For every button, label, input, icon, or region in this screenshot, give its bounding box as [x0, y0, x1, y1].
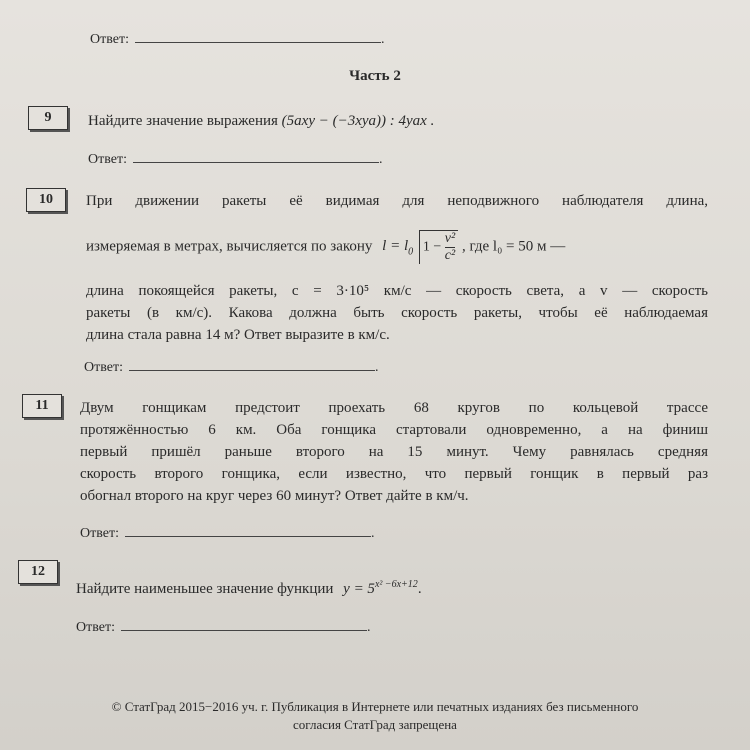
task-number-12: 12 [18, 560, 58, 584]
task-11-line: первый пришёл раньше второго на 15 минут. Чему равнялась средняя [80, 444, 708, 460]
answer-label: Ответ: [90, 32, 129, 47]
task-10-text [86, 190, 708, 212]
answer-line[interactable] [121, 618, 367, 631]
task-11-line: протяжённостью 6 км. Оба гонщика стартовали одновременно, а на финиш [80, 422, 708, 438]
answer-line[interactable] [135, 30, 381, 43]
formula-fraction [445, 231, 455, 264]
task-11-line: Двум гонщикам предстоит проехать 68 кругов по кольцевой трассе [80, 400, 708, 416]
task-9-prompt: Найдите значение выражения [88, 113, 278, 129]
formula-one-minus: 1 − [422, 239, 442, 255]
answer-line[interactable] [125, 524, 371, 537]
task-10-text-rest [86, 280, 708, 346]
task-number-9: 9 [28, 106, 68, 130]
answer-label: Ответ: [76, 620, 115, 635]
task-9-text [88, 110, 688, 132]
task-10-line-5: длина стала равна 14 м? Ответ выразите в км/с. [86, 327, 390, 343]
answer-line[interactable] [129, 358, 375, 371]
answer-row-10: Ответ: . [84, 360, 379, 375]
answer-row-8: Ответ: . [90, 32, 385, 47]
footer-line-1: © СтатГрад 2015−2016 уч. г. Публикация в Интернете или печатных изданиях без письменного [111, 699, 639, 714]
function-base: y = 5 [343, 581, 375, 597]
task-11-text [80, 397, 708, 507]
part-heading: Часть 2 [349, 68, 401, 84]
task-10-line-1: При движении ракеты её видимая для неподвижного наблюдателя длина, [86, 193, 708, 209]
answer-label: Ответ: [88, 152, 127, 167]
task-number-10: 10 [26, 188, 66, 212]
task-10-line-4: ракеты (в км/с). Какова должна быть скорость ракеты, чтобы её наблюдаемая [86, 305, 708, 321]
task-12-prompt: Найдите наименьшее значение функции [76, 581, 334, 597]
answer-line[interactable] [133, 150, 379, 163]
answer-label: Ответ: [84, 360, 123, 375]
sqrt-radical [419, 230, 458, 264]
task-10-line-3: длина покоящейся ракеты, c = 3·10⁵ км/с — скорость света, а v — скорость [86, 283, 708, 299]
answer-row-11: Ответ: . [80, 526, 375, 541]
answer-row-9: Ответ: . [88, 152, 383, 167]
footer-line-2: согласия СтатГрад запрещена [293, 717, 457, 732]
task-9-expression: (5axy − (−3xya)) : 4yax . [281, 113, 435, 129]
task-10-line-2-end: , где l₀ = 50 м — [461, 238, 566, 255]
answer-label: Ответ: [80, 526, 119, 541]
formula-denominator: c² [444, 248, 456, 263]
task-number-11: 11 [22, 394, 62, 418]
copyright-footer [0, 698, 750, 734]
formula-left: l = l [382, 238, 409, 255]
function-exponent: x² −6x+12 [374, 579, 418, 590]
formula-subscript: 0 [408, 246, 414, 258]
answer-row-12: Ответ: . [76, 620, 371, 635]
task-11-line: обогнал второго на круг через 60 минут? Ответ дайте в км/ч. [80, 488, 469, 504]
task-11-line: скорость второго гонщика, если известно, что первый гонщик в первый раз [80, 466, 708, 482]
formula-numerator: v² [444, 231, 456, 246]
task-12-text: Найдите наименьшее значение функции $y = 5^{x^2 -6x+12}$. [76, 579, 422, 597]
task-10-line-2: измеряемая в метрах, вычисляется по закону [86, 238, 373, 255]
task-10-formula-line [86, 230, 708, 264]
